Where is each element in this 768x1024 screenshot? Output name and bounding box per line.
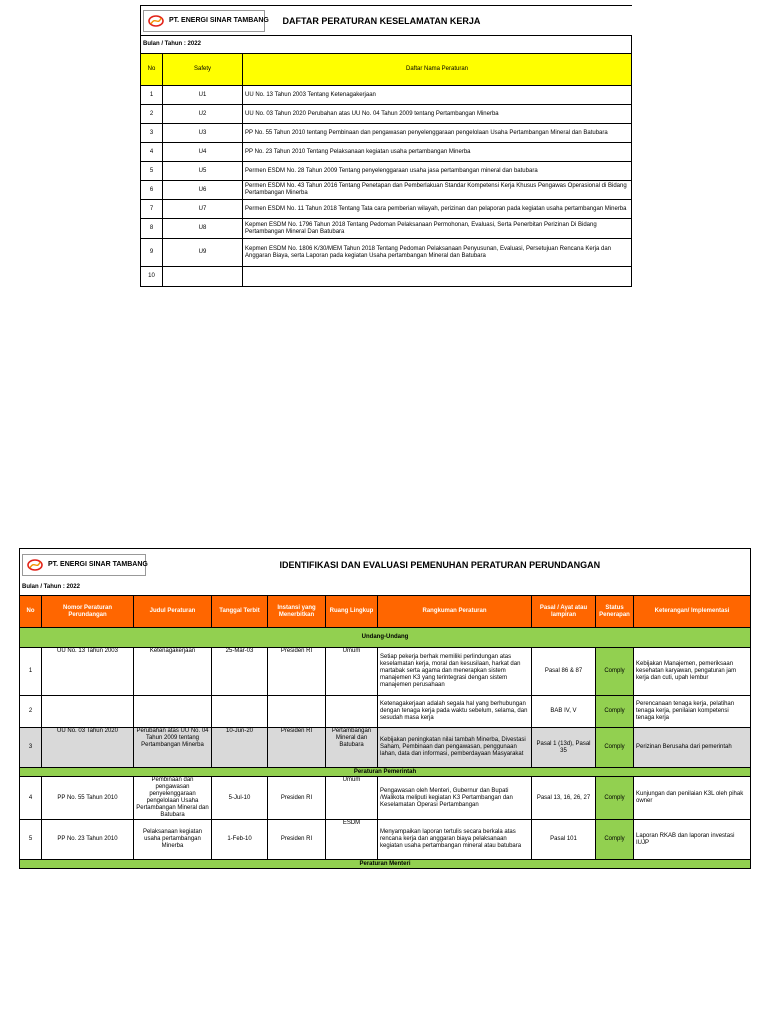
section-peraturan-menteri: Peraturan Menteri: [20, 860, 751, 869]
row-ruang: [326, 696, 378, 728]
company-name: PT. ENERGI SINAR TAMBANG: [169, 17, 269, 24]
header-safety: Safety: [163, 54, 243, 86]
header-status: Status Penerapan: [596, 596, 634, 628]
row-no: 7: [141, 200, 163, 219]
table-row: [20, 696, 751, 728]
status-badge: Comply: [596, 648, 634, 696]
row-name: Kepmen ESDM No. 1806 K/30/MEM Tahun 2018 Tentang Pedoman Pelaksanaan Penyusunan, Evaluasi, Persetujuan Rencana Kerja dan Anggaran Biaya, serta Laporan pada kegiatan Usaha pertambangan Mineral dan Batubara: [243, 239, 632, 267]
header-ruang: Ruang Lingkup: [326, 596, 378, 628]
row-pasal: Pasal 101: [532, 820, 596, 860]
table-row: [141, 219, 632, 239]
row-ruang: Pertambangan Mineral dan Batubara: [326, 728, 378, 768]
company-logo: [22, 554, 146, 576]
row-name: UU No. 03 Tahun 2020 Perubahan atas UU No. 04 Tahun 2009 tentang Pertambangan Minerba: [243, 105, 632, 124]
table-row: [141, 143, 632, 162]
identifikasi-table: [19, 548, 751, 869]
row-name: Permen ESDM No. 43 Tahun 2016 Tentang Penetapan dan Pemberlakuan Standar Kompetensi Kerja Khusus Pengawas Operasional di Bidang Pertambangan Minerba: [243, 181, 632, 200]
row-keterangan: Perizinan Berusaha dari pemerintah: [634, 728, 751, 768]
row-instansi: Presiden RI: [268, 777, 326, 820]
row-pasal: Pasal 1 (13d), Pasal 35: [532, 728, 596, 768]
row-no: 2: [20, 696, 42, 728]
row-judul: [134, 696, 212, 728]
daftar-peraturan-table: [140, 5, 632, 287]
row-code: [163, 267, 243, 287]
row-pasal: Pasal 13, 16, 26, 27: [532, 777, 596, 820]
row-code: U9: [163, 239, 243, 267]
status-badge: Comply: [596, 777, 634, 820]
header-judul: Judul Peraturan: [134, 596, 212, 628]
row-no: 3: [141, 124, 163, 143]
row-tanggal: 1-Feb-10: [212, 820, 268, 860]
row-rangkuman: Ketenagakerjaan adalah segala hal yang berhubungan dengan tenaga kerja pada waktu sebelum, selama, dan sesudah masa kerja: [378, 696, 532, 728]
row-instansi: Presiden RI: [268, 728, 326, 768]
row-tanggal: 25-Mar-03: [212, 648, 268, 696]
row-no: 1: [141, 86, 163, 105]
row-rangkuman: Kebijakan peningkatan nilai tambah Minerba, Divestasi Saham, Pembinaan dan pengawasan, penggunaan lahan, data dan informasi, pemberdayaan Masyarakat: [378, 728, 532, 768]
row-code: U7: [163, 200, 243, 219]
header-no: No: [20, 596, 42, 628]
row-no: 3: [20, 728, 42, 768]
row-code: U5: [163, 162, 243, 181]
row-no: 4: [20, 777, 42, 820]
status-badge: Comply: [596, 696, 634, 728]
row-judul: Perubahan atas UU No. 04 Tahun 2009 tentang Pertambangan Minerba: [134, 728, 212, 768]
row-tanggal: [212, 696, 268, 728]
sheet-identifikasi-evaluasi: [19, 548, 750, 869]
row-pasal: Pasal 86 & 87: [532, 648, 596, 696]
row-keterangan: Kebijakan Manajemen, pemeriksaan kesehatan karyawan, pengaturan jam kerja dan cuti, upah lembur: [634, 648, 751, 696]
status-badge: Comply: [596, 820, 634, 860]
row-judul: Pembinaan dan pengawasan penyelenggaraan pengelolaan Usaha Pertambangan Mineral dan Batubara: [134, 777, 212, 820]
period-label: Bulan / Tahun : 2022: [20, 581, 751, 596]
section-undang-undang: Undang-Undang: [20, 628, 751, 648]
header-daftar-nama: Daftar Nama Peraturan: [243, 54, 632, 86]
row-name: Permen ESDM No. 11 Tahun 2018 Tentang Tata cara pemberian wilayah, perizinan dan pelaporan pada kegiatan usaha pertambangan Minerba: [243, 200, 632, 219]
logo-icon: [27, 557, 43, 573]
row-nomor: PP No. 55 Tahun 2010: [42, 777, 134, 820]
row-no: 8: [141, 219, 163, 239]
row-rangkuman: Pengawasan oleh Menteri, Gubernur dan Bupati /Walikota meliputi kegiatan K3 Pertambangan dan Keselamatan Operasi Pertambangan: [378, 777, 532, 820]
row-no: 2: [141, 105, 163, 124]
row-code: U1: [163, 86, 243, 105]
row-nomor: [42, 696, 134, 728]
row-judul: Ketenagakerjaan: [134, 648, 212, 696]
table-row: [141, 200, 632, 219]
row-keterangan: Kunjungan dan penilaian K3L oleh pihak owner: [634, 777, 751, 820]
row-tanggal: 5-Jul-10: [212, 777, 268, 820]
row-code: U2: [163, 105, 243, 124]
row-keterangan: Perencanaan tenaga kerja, pelatihan tenaga kerja, penilaian kompetensi tenaga kerja: [634, 696, 751, 728]
row-name: Kepmen ESDM No. 1796 Tahun 2018 Tentang Pedoman Pelaksanaan Permohonan, Evaluasi, Serta Penerbitan Perizinan Di Bidang Pertambangan Mineral Dan Batubara: [243, 219, 632, 239]
company-name: PT. ENERGI SINAR TAMBANG: [48, 561, 148, 569]
table-row: [141, 267, 632, 287]
header-tanggal: Tanggal Terbit: [212, 596, 268, 628]
row-ruang: ESDM: [326, 820, 378, 860]
daftar-rows: [141, 86, 632, 287]
header-nomor: Nomor Peraturan Perundangan: [42, 596, 134, 628]
table-row: [141, 86, 632, 105]
logo-icon: [148, 13, 164, 29]
row-code: U6: [163, 181, 243, 200]
header-no: No: [141, 54, 163, 86]
row-code: U8: [163, 219, 243, 239]
header-pasal: Pasal / Ayat atau lampiran: [532, 596, 596, 628]
row-no: 10: [141, 267, 163, 287]
header-rangkuman: Rangkuman Peraturan: [378, 596, 532, 628]
row-ruang: Umum: [326, 648, 378, 696]
header-keterangan: Keterangan/ Implementasi: [634, 596, 751, 628]
page-title: IDENTIFIKASI DAN EVALUASI PEMENUHAN PERATURAN PERUNDANGAN: [268, 549, 751, 581]
row-nomor: UU No. 03 Tahun 2020: [42, 728, 134, 768]
row-code: U4: [163, 143, 243, 162]
row-nomor: UU No. 13 Tahun 2003: [42, 648, 134, 696]
row-instansi: Presiden RI: [268, 820, 326, 860]
row-no: 1: [20, 648, 42, 696]
row-rangkuman: Setiap pekerja berhak memiliki perlindungan atas keselamatan kerja, moral dan kesusilaan, harkat dan martabak serta agama dan menerapkan sistem manajemen K3 yang terintegrasi dengan sistem manajemen perusahaan: [378, 648, 532, 696]
row-name: PP No. 55 Tahun 2010 tentang Pembinaan dan pengawasan penyelenggaraan pengelolaan Usaha Pertambangan Mineral dan Batubara: [243, 124, 632, 143]
page-title: DAFTAR PERATURAN KESELAMATAN KERJA: [243, 6, 632, 36]
table-row: [20, 648, 751, 696]
row-ruang: Umum: [326, 777, 378, 820]
table-row: [141, 105, 632, 124]
row-instansi: [268, 696, 326, 728]
table-row: [141, 124, 632, 143]
table-row: [20, 820, 751, 860]
row-no: 5: [20, 820, 42, 860]
row-name: [243, 267, 632, 287]
section-peraturan-pemerintah: Peraturan Pemerintah: [20, 768, 751, 777]
table-row: [141, 239, 632, 267]
table-row: [20, 777, 751, 820]
sheet-daftar-peraturan: [140, 5, 631, 287]
table-row: [141, 162, 632, 181]
row-no: 9: [141, 239, 163, 267]
row-pasal: BAB IV, V: [532, 696, 596, 728]
row-name: UU No. 13 Tahun 2003 Tentang Ketenagakerjaan: [243, 86, 632, 105]
row-nomor: PP No. 23 Tahun 2010: [42, 820, 134, 860]
row-keterangan: Laporan RKAB dan laporan investasi IUJP: [634, 820, 751, 860]
row-tanggal: 10-Jun-20: [212, 728, 268, 768]
row-name: Permen ESDM No. 28 Tahun 2009 Tentang penyelenggaraan usaha jasa pertambangan mineral dan batubara: [243, 162, 632, 181]
table-row: [141, 181, 632, 200]
table-row: [20, 728, 751, 768]
row-judul: Pelaksanaan kegiatan usaha pertambangan Minerba: [134, 820, 212, 860]
row-no: 6: [141, 181, 163, 200]
row-instansi: Presiden RI: [268, 648, 326, 696]
row-no: 4: [141, 143, 163, 162]
row-code: U3: [163, 124, 243, 143]
row-rangkuman: Menyampaikan laporan tertulis secara berkala atas rencana kerja dan anggaran biaya pelaksanaan kegiatan usaha pertambangan mineral atau batubara: [378, 820, 532, 860]
header-instansi: Instansi yang Menerbitkan: [268, 596, 326, 628]
period-label: Bulan / Tahun : 2022: [141, 36, 632, 54]
status-badge: Comply: [596, 728, 634, 768]
row-no: 5: [141, 162, 163, 181]
row-name: PP No. 23 Tahun 2010 Tentang Pelaksanaan kegiatan usaha pertambangan Minerba: [243, 143, 632, 162]
